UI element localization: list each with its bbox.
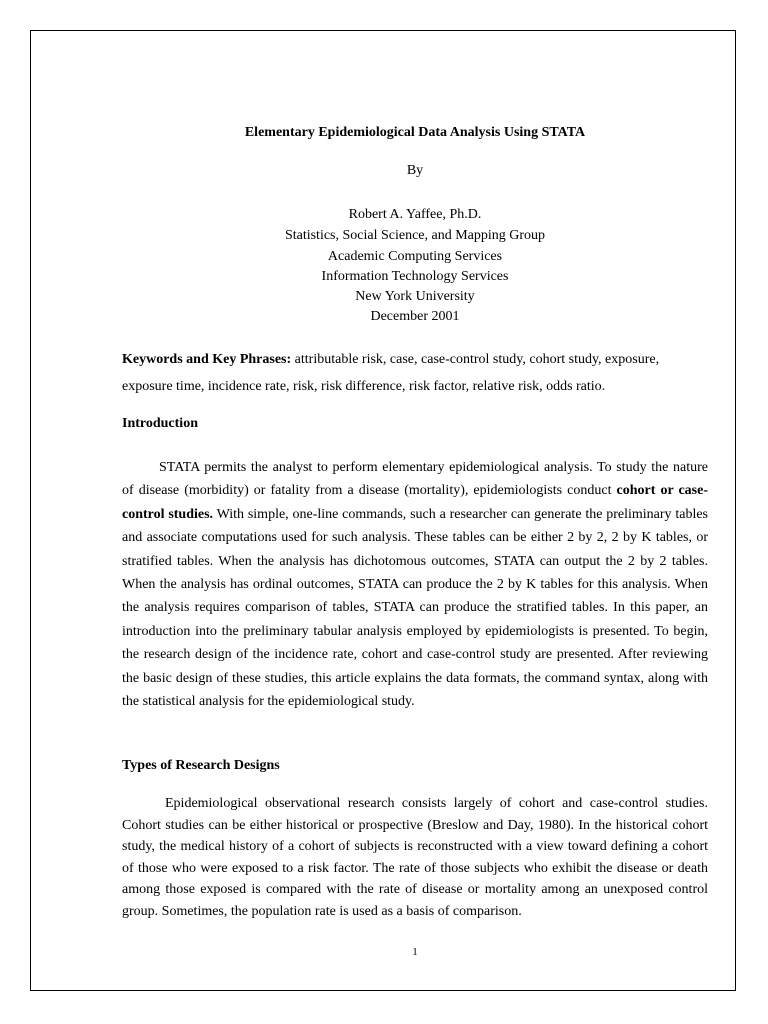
types-heading: Types of Research Designs <box>122 758 280 773</box>
introduction-heading: Introduction <box>122 416 198 431</box>
page-frame <box>30 30 736 991</box>
author-name: Robert A. Yaffee, Ph.D. <box>348 207 482 222</box>
author-block <box>122 204 708 327</box>
document-date: December 2001 <box>370 309 460 324</box>
keywords-text: attributable risk, case, case-control study, cohort study, exposure, exposure time, incidence rate, risk, risk difference, risk factor, relative risk, odds ratio. <box>122 352 660 394</box>
document-title: Elementary Epidemiological Data Analysis Using STATA <box>244 125 586 140</box>
introduction-paragraph <box>122 456 708 713</box>
author-department: Academic Computing Services <box>327 249 503 264</box>
intro-bold-text: cohort or case-control studies. <box>122 483 708 522</box>
author-institution: New York University <box>355 289 475 304</box>
author-group: Statistics, Social Science, and Mapping Group <box>284 228 546 243</box>
intro-text-before: STATA permits the analyst to perform elementary epidemiological analysis. To study the nature of disease (morbidity) or fatality from a disease (mortality), epidemiologists conduct <box>122 460 708 499</box>
keywords-label: Keywords and Key Phrases: <box>122 352 292 367</box>
keywords-paragraph <box>122 346 708 400</box>
types-paragraph: Epidemiological observational research consists largely of cohort and case-control studies. Cohort studies can be either historical or prospective (Breslow and Day, 1980). In the historical cohort study, the medical history of a cohort of subjects is reconstructed with a view toward defining a cohort of those who were exposed to a risk factor. The rate of those subjects who exhibit the disease or death among those exposed is compared with the rate of disease or mortality among an unexposed control group. Sometimes, the population rate is used as a basis of comparison. <box>122 796 708 919</box>
author-division: Information Technology Services <box>321 269 509 284</box>
by-line: By <box>406 163 424 178</box>
intro-text-after: With simple, one-line commands, such a researcher can generate the preliminary tables and associate computations used for such analysis. These tables can be either 2 by 2, 2 by K tables, or stratified tables. When the analysis has dichotomous outcomes, STATA can output the 2 by 2 tables. When the analysis has ordinal outcomes, STATA can produce the 2 by K tables for this analysis. When the analysis requires comparison of tables, STATA can produce the stratified tables. In this paper, an introduction into the preliminary tabular analysis employed by epidemiologists is presented. To begin, the research design of the incidence rate, cohort and case-control study are presented. After reviewing the basic design of these studies, this article explains the data formats, the command syntax, along with the statistical analysis for the epidemiological study. <box>122 506 709 710</box>
page-number: 1 <box>412 946 418 958</box>
